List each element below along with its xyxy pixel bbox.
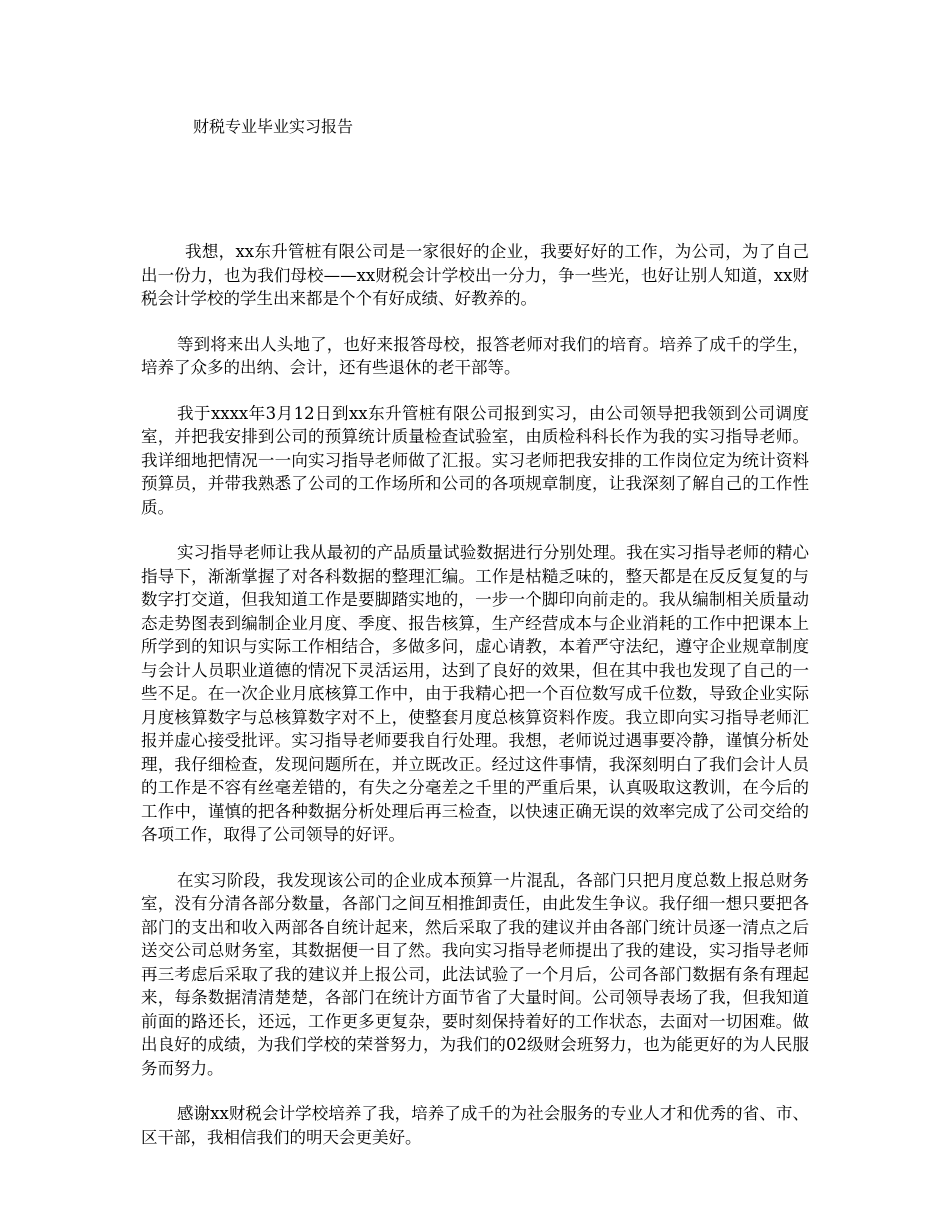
paragraph-data-processing: 实习指导老师让我从最初的产品质量试验数据进行分别处理。我在实习指导老师的精心指导下，渐渐掌握了对各科数据的整理汇编。工作是枯糙乏味的，整天都是在反反复复的与数字打交道，但我知道工作是要脚踏实地的，一步一个脚印向前走的。我从编制相关质量动态走势图表到编制企业月度、季度、报告核算，生产经营成本与企业消耗的工作中把课本上所学到的知识与实际工作相结合，多做多问，虚心请教，本着严守法纪，遵守企业规章制度与会计人员职业道德的情况下灵活运用，达到了良好的效果，但在其中我也发现了自己的一些不足。在一次企业月底核算工作中，由于我精心把一个百位数写成千位数，导致企业实际月度核算数字与总核算数字对不上，使整套月度总核算资料作废。我立即向实习指导老师汇报并虚心接受批评。实习指导老师要我自行处理。我想，老师说过遇事要冷静，谨慎分析处理，我仔细检查，发现问题所在，并立既改正。经过这件事情，我深刻明白了我们会计人员的工作是不容有丝毫差错的，有失之分毫差之千里的严重后果，认真吸取这教训，在今后的工作中，谨慎的把各种数据分析处理后再三检查，以快速正确无误的效率完成了公司交给的各项工作，取得了公司领导的好评。: [141, 543, 809, 844]
paragraph-cost-budget: 在实习阶段，我发现该公司的企业成本预算一片混乱，各部门只把月度总数上报总财务室，没有分清各部分数量，各部门之间互相推卸责任，由此发生争议。我仔细一想只要把各部门的支出和收入两部各自统计起来，然后采取了我的建议并由各部门统计员逐一清点之后送交公司总财务室，其数据便一目了然。我向实习指导老师提出了我的建设，实习指导老师再三考虑后采取了我的建议并上报公司，此法试验了一个月后，公司各部门数据有条有理起来，每条数据清清楚楚，各部门在统计方面节省了大量时间。公司领导表场了我，但我知道前面的路还长，还远，工作更多更复杂，要时刻保持着好的工作状态，去面对一切困难。做出良好的成绩，为我们学校的荣誉努力，为我们的02级财会班努力，也为能更好的为人民服务而努力。: [141, 870, 809, 1078]
document-body: [141, 240, 809, 1171]
paragraph-thanks: 感谢xx财税会计学校培养了我，培养了成千的为社会服务的专业人才和优秀的省、市、区干部，我相信我们的明天会更美好。: [141, 1104, 809, 1147]
document-title: 财税专业毕业实习报告: [193, 117, 354, 136]
paragraph-report-for-internship: 我于xxxx年3月12日到xx东升管桩有限公司报到实习，由公司领导把我领到公司调度室，并把我安排到公司的预算统计质量检查试验室，由质检科科长作为我的实习指导老师。我详细地把情况一一向实习指导老师做了汇报。实习老师把我安排的工作岗位定为统计资料预算员，并带我熟悉了公司的工作场所和公司的各项规章制度，让我深刻了解自己的工作性质。: [141, 403, 809, 517]
paragraph-repay-school: 等到将来出人头地了，也好来报答母校，报答老师对我们的培育。培养了成千的学生，培养了众多的出纳、会计，还有些退休的老干部等。: [141, 334, 809, 377]
paragraph-intro: 我想，xx东升管桩有限公司是一家很好的企业，我要好好的工作，为公司，为了自己出一份力，也为我们母校——xx财税会计学校出一分力，争一些光，也好让别人知道，xx财税会计学校的学生出来都是个个有好成绩、好教养的。: [141, 242, 809, 308]
